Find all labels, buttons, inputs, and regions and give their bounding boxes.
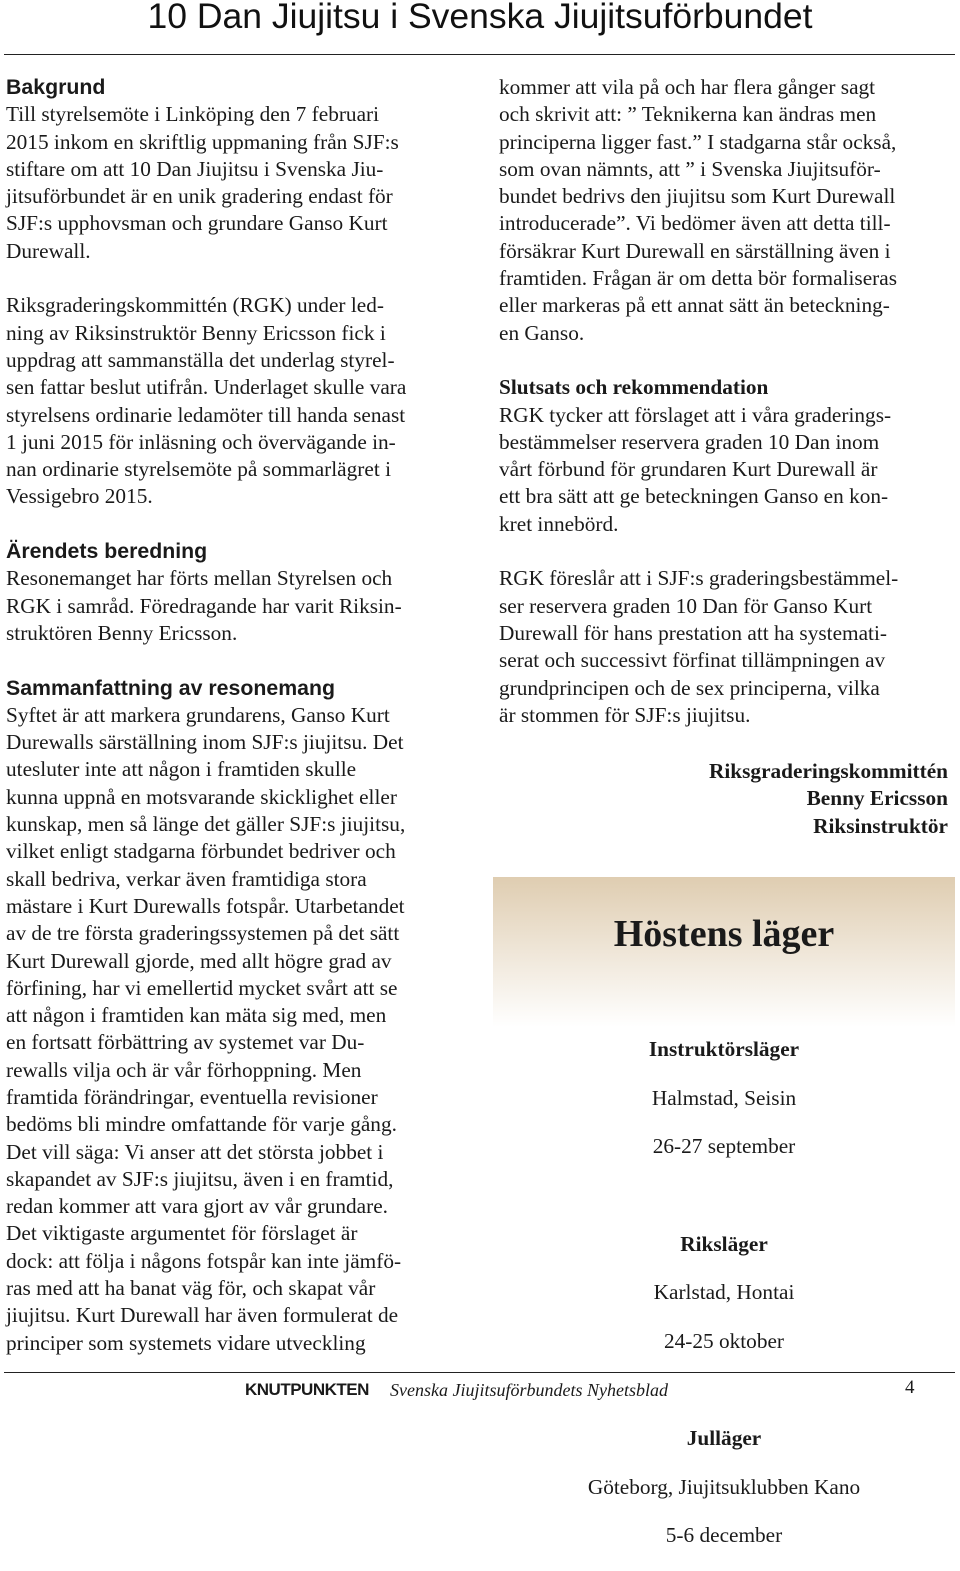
camp-date: 5-6 december — [665, 1523, 783, 1548]
text-line: RGK föreslår att i SJF:s graderingsbestämmel- — [499, 566, 899, 591]
camp-name: Julläger — [686, 1426, 762, 1451]
text-line: förfining, har vi emellertid mycket svårt att se — [6, 975, 398, 1000]
text-line: Benny Ericsson — [806, 786, 948, 811]
text-line: uppdrag att sammanställa det underlag styrel- — [6, 347, 395, 372]
signature-block — [709, 758, 948, 840]
text-line: Resonemanget har förts mellan Styrelsen och — [6, 566, 393, 591]
text-line: Syftet är att markera grundarens, Ganso Kurt — [6, 702, 390, 727]
text-line: styrelsens ordinarie ledamöter till handa senast — [6, 402, 406, 427]
footer-subtitle: Svenska Jiujitsuförbundets Nyhetsblad — [390, 1380, 668, 1400]
camp-list — [493, 1015, 955, 1571]
sammanfattning-paragraph — [6, 702, 466, 1357]
beredning-heading: Ärendets beredning — [6, 539, 208, 564]
text-line: kunskap, men så länge det gäller SJF:s jiujitsu, — [6, 812, 406, 837]
text-line: rewalls vilja och är vår förhoppning. Men — [6, 1057, 362, 1082]
text-line: bedöms bli mindre omfattande för varje gång. — [6, 1112, 397, 1137]
text-line: kunna uppnå en motsvarande skicklighet eller — [6, 784, 397, 809]
text-line: jitsuförbundet är en unik gradering endast för — [6, 184, 393, 209]
text-line: mästare i Kurt Durewalls fotspår. Utarbetandet — [6, 893, 405, 918]
text-line: framtida förändringar, eventuella revisioner — [6, 1084, 378, 1109]
text-line: principer som systemets vidare utveckling — [6, 1330, 366, 1355]
text-line: Det vill säga: Vi anser att det största jobbet i — [6, 1139, 384, 1164]
text-line: grundprincipen och de sex principerna, vilka — [499, 675, 880, 700]
text-line: 1 juni 2015 för inläsning och övervägande in- — [6, 429, 396, 454]
sammanfattning-heading: Sammanfattning av resonemang — [6, 675, 335, 700]
text-line: som ovan nämnts, att ” i Svenska Jiujitsuför- — [499, 156, 881, 181]
beredning-paragraph — [6, 565, 466, 647]
text-line: skapandet av SJF:s jiujitsu, även i en framtid, — [6, 1166, 394, 1191]
text-line: SJF:s upphovsman och grundare Ganso Kurt — [6, 211, 388, 236]
text-line: struktören Benny Ericsson. — [6, 620, 238, 645]
text-line: ett bra sätt att ge beteckningen Ganso en kon- — [499, 484, 889, 509]
header-rule — [4, 54, 955, 55]
text-line: ser reservera graden 10 Dan för Ganso Kurt — [499, 593, 873, 618]
camp-place: Karlstad, Hontai — [653, 1280, 795, 1305]
camp-date: 24-25 oktober — [663, 1328, 785, 1353]
text-line: utesluter inte att någon i framtiden skulle — [6, 757, 357, 782]
text-line: ras med att ha banat väg för, och skapat vår — [6, 1276, 376, 1301]
slutsats-heading: Slutsats och rekommendation — [499, 375, 769, 400]
text-line: är stommen för SJF:s jiujitsu. — [499, 702, 751, 727]
left-column — [6, 74, 466, 1357]
text-line: vilket enligt stadgarna förbundet bedriver och — [6, 839, 396, 864]
camp-date: 26-27 september — [652, 1134, 796, 1159]
camp-name: Instruktörsläger — [648, 1037, 800, 1062]
text-line: och skrivit att: ” Teknikerna kan ändras men — [499, 102, 877, 127]
bakgrund-heading: Bakgrund — [6, 75, 106, 99]
text-line: 2015 inkom en skriftlig uppmaning från SJF:s — [6, 129, 399, 154]
text-line: ning av Riksinstruktör Benny Ericsson fick i — [6, 320, 386, 345]
text-line: Riksinstruktör — [813, 813, 948, 838]
camp-place: Göteborg, Jiujitsuklubben Kano — [587, 1474, 861, 1499]
text-line: principerna ligger fast.” I stadgarna står också, — [499, 129, 897, 154]
text-line: nan ordinarie styrelsemöte på sommarlägret i — [6, 457, 391, 482]
text-line: introducerade”. Vi bedömer även att detta till- — [499, 211, 891, 236]
forslag-paragraph — [499, 565, 959, 729]
text-line: redan kommer att vara gjort av vår grundare. — [6, 1194, 388, 1219]
text-line: Riksgraderingskommittén (RGK) under led- — [6, 293, 384, 318]
autumn-camps-title: Höstens läger — [613, 913, 835, 955]
right-column — [499, 74, 959, 729]
text-line: en Ganso. — [499, 320, 585, 345]
text-line: Durewall för hans prestation att ha systemati- — [499, 620, 887, 645]
text-line: bundet bedrivs den jiujitsu som Kurt Durewall — [499, 184, 896, 209]
footer-rule — [4, 1372, 955, 1373]
text-line: en fortsatt förbättring av systemet var Du- — [6, 1030, 365, 1055]
text-line: eller markeras på ett annat sätt än beteckning- — [499, 293, 890, 318]
text-line: bestämmelser reservera graden 10 Dan inom — [499, 429, 880, 454]
camp-name: Riksläger — [680, 1231, 768, 1256]
text-line: att någon i framtiden kan mäta sig med, men — [6, 1003, 387, 1028]
text-line: Riksgraderingskommittén — [709, 759, 948, 783]
text-line: RGK tycker att förslaget att i våra graderings- — [499, 402, 892, 427]
page-number: 4 — [905, 1377, 915, 1398]
text-line: vårt förbund för grundaren Kurt Durewall är — [499, 457, 878, 482]
text-line: jiujitsu. Kurt Durewall har även formulerat de — [6, 1303, 399, 1328]
rgk-paragraph — [6, 292, 466, 510]
text-line: kret innebörd. — [499, 511, 619, 536]
text-line: Det viktigaste argumentet för förslaget är — [6, 1221, 358, 1246]
text-line: framtiden. Frågan är om detta bör formaliseras — [499, 266, 897, 291]
text-line: Vessigebro 2015. — [6, 484, 153, 509]
text-line: sen fattar beslut utifrån. Underlaget skulle vara — [6, 375, 407, 400]
bakgrund-paragraph — [6, 101, 466, 265]
text-line: Durewall. — [6, 238, 91, 263]
text-line: Till styrelsemöte i Linköping den 7 februari — [6, 102, 380, 127]
page-title: 10 Dan Jiujitsu i Svenska Jiujitsuförbundet — [147, 0, 813, 36]
text-line: dock: att följa i någons fotspår kan inte jämfö- — [6, 1248, 402, 1273]
text-line: kommer att vila på och har flera gånger sagt — [499, 75, 876, 99]
text-line: av de tre första graderingssystemen på det sätt — [6, 921, 400, 946]
slutsats-paragraph — [499, 402, 959, 538]
text-line: RGK i samråd. Föredragande har varit Riksin- — [6, 593, 402, 618]
camp-place: Halmstad, Seisin — [651, 1085, 797, 1110]
text-line: Kurt Durewall gjorde, med allt högre grad av — [6, 948, 392, 973]
text-line: serat och successivt förfinat tillämpningen av — [499, 648, 886, 673]
text-line: skall bedriva, verkar även framtidiga stora — [6, 866, 367, 891]
text-line: Durewalls särställning inom SJF:s jiujitsu. Det — [6, 730, 404, 755]
footer-brand: KNUTPUNKTEN — [245, 1380, 369, 1399]
text-line: försäkrar Kurt Durewall en särställning även i — [499, 238, 891, 263]
continued-paragraph — [499, 74, 959, 347]
text-line: stiftare om att 10 Dan Jiujitsu i Svenska Jiu- — [6, 156, 384, 181]
